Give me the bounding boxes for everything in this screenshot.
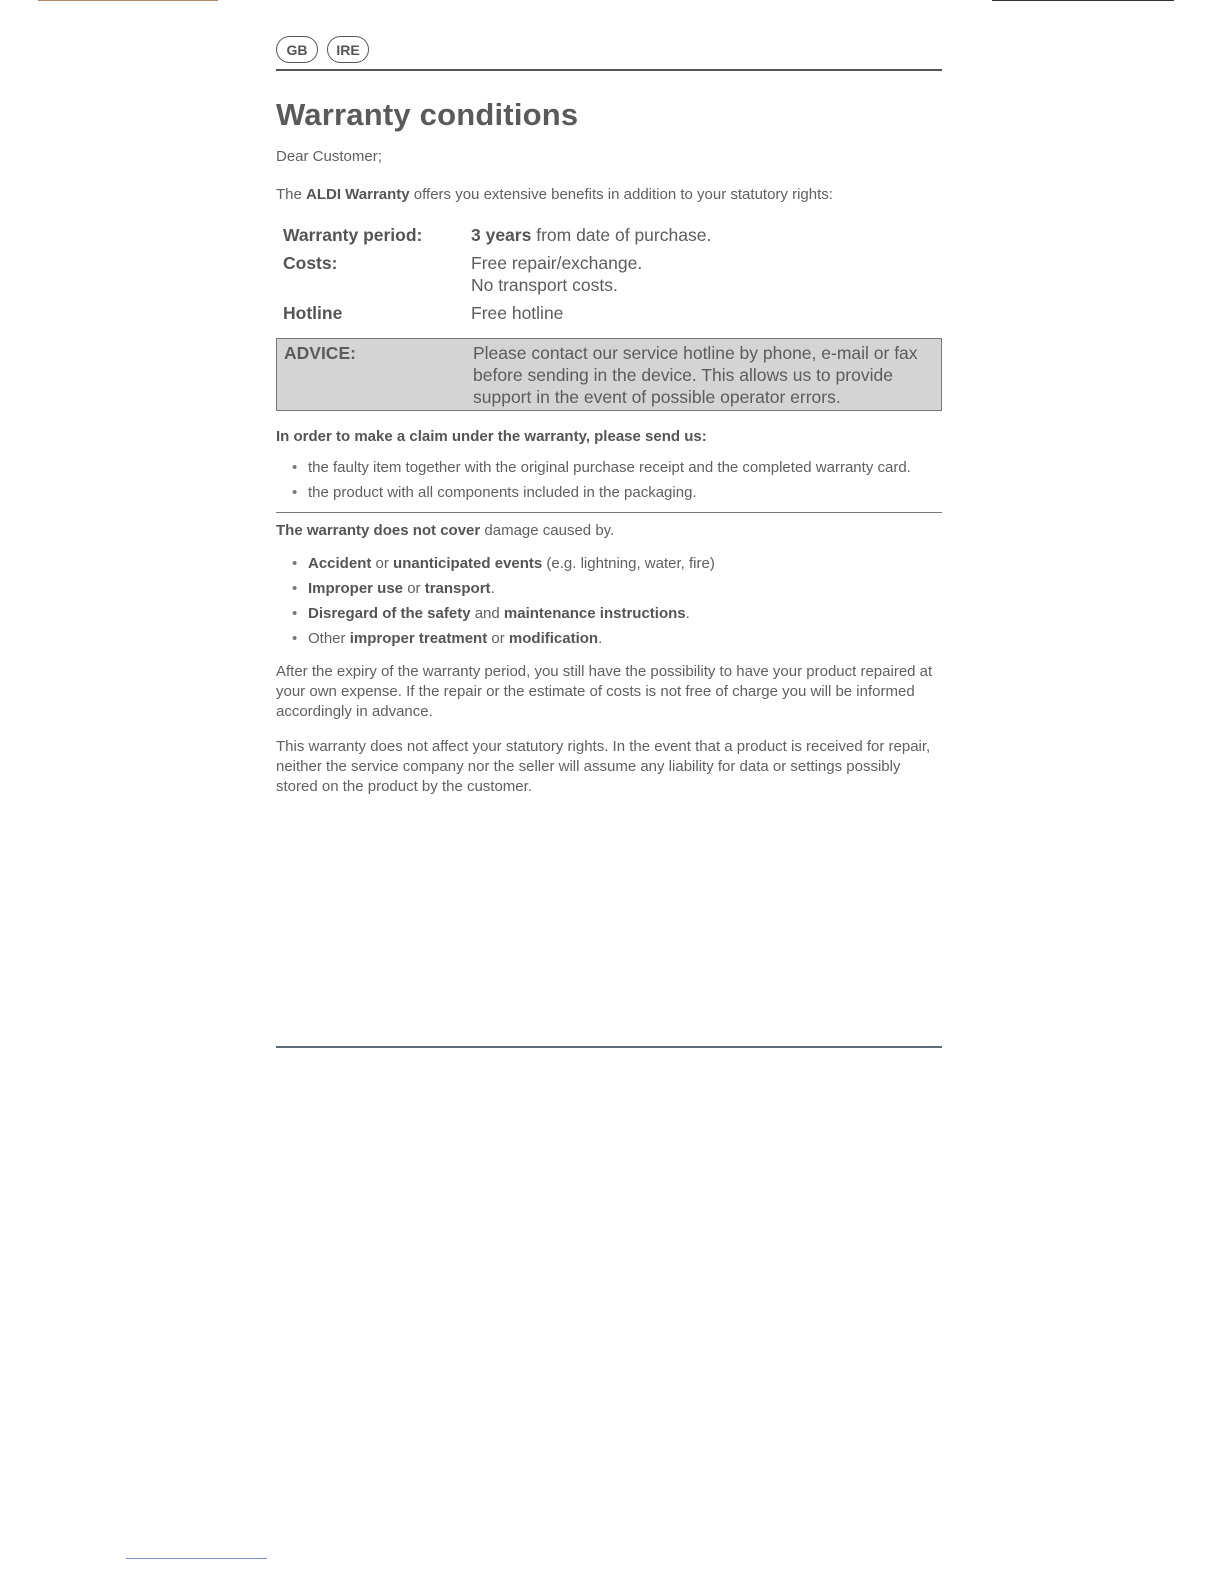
term-value: Free hotline	[471, 303, 564, 323]
section-divider	[276, 512, 942, 513]
footer-divider	[276, 1046, 942, 1048]
scan-edge-mark	[992, 0, 1174, 1]
warranty-page	[276, 36, 942, 797]
after-expiry-paragraph: After the expiry of the warranty period, you still have the possibility to have your product repaired at your own expense. If the repair or the estimate of costs is not free of charge you will be informed accordingly in advance.	[276, 663, 933, 720]
page-title: Warranty conditions	[276, 97, 579, 132]
list-item: • Improper use or transport.	[292, 579, 942, 599]
claim-heading: In order to make a claim under the warranty, please send us:	[276, 428, 707, 445]
intro-text: The ALDI Warranty offers you extensive benefits in addition to your statutory rights:	[276, 186, 833, 203]
exclusions-list	[276, 554, 942, 649]
term-row-hotline	[283, 302, 942, 324]
list-item: • Disregard of the safety and maintenance instructions.	[292, 604, 942, 624]
warranty-terms	[283, 224, 942, 324]
list-item: • the product with all components included in the packaging.	[292, 483, 942, 503]
term-label: Warranty period:	[283, 225, 423, 245]
advice-label: ADVICE:	[284, 343, 356, 363]
country-badge-gb: GB	[276, 36, 318, 63]
scan-edge-mark	[38, 0, 218, 1]
term-row-costs	[283, 252, 942, 296]
scan-edge-mark	[126, 1558, 267, 1559]
advice-text: Please contact our service hotline by phone, e-mail or fax before sending in the device. This allows us to provide support in the event of possible operator errors.	[473, 343, 918, 407]
term-row-period	[283, 224, 942, 246]
brand-name: ALDI Warranty	[306, 186, 410, 203]
country-badges	[276, 36, 942, 65]
advice-box	[276, 338, 942, 411]
term-value: Free repair/exchange. No transport costs.	[471, 253, 643, 295]
exclusions-heading: The warranty does not cover damage caused by.	[276, 522, 615, 539]
list-item: • Accident or unanticipated events (e.g. lightning, water, fire)	[292, 554, 942, 574]
term-value: 3 years from date of purchase.	[471, 225, 712, 245]
header-divider	[276, 69, 942, 71]
country-badge-ire: IRE	[327, 36, 369, 63]
term-label: Costs:	[283, 253, 338, 273]
greeting: Dear Customer;	[276, 148, 382, 165]
term-label: Hotline	[283, 303, 343, 323]
list-item: • the faulty item together with the original purchase receipt and the completed warranty card.	[292, 458, 942, 478]
claim-list	[276, 458, 942, 503]
list-item: • Other improper treatment or modification.	[292, 629, 942, 649]
statutory-rights-paragraph: This warranty does not affect your statutory rights. In the event that a product is received for repair, neither the service company nor the seller will assume any liability for data or settings possibly stored on the product by the customer.	[276, 738, 931, 795]
